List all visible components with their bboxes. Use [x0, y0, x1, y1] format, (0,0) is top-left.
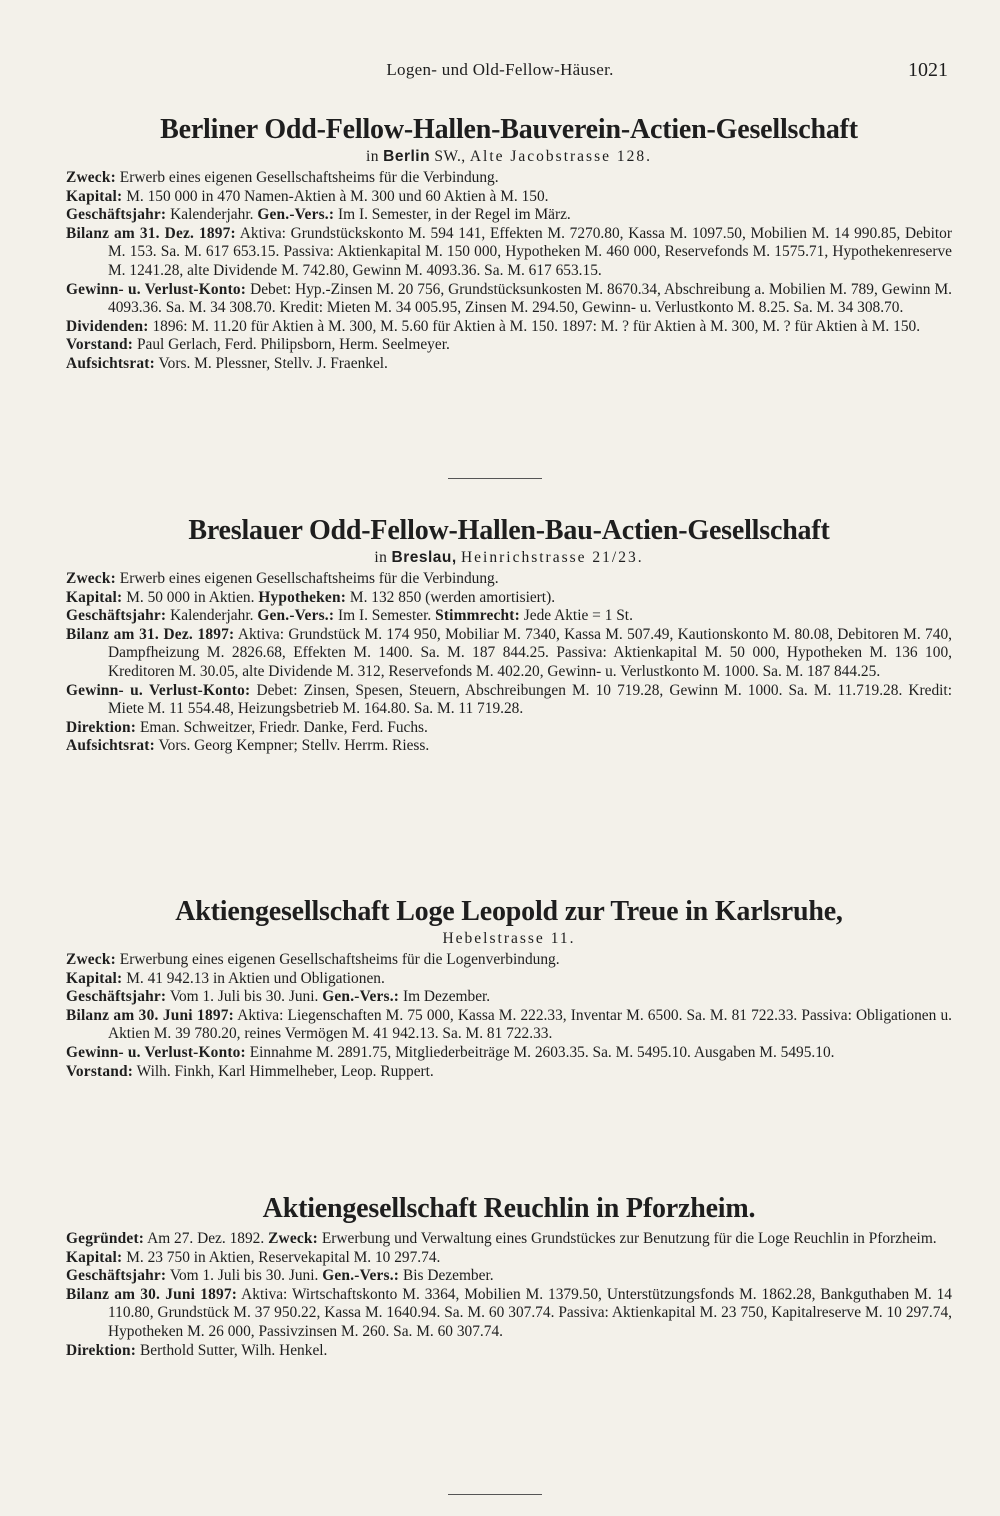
entry-para	[66, 589, 952, 608]
entry-para	[66, 570, 952, 589]
para-label: Dividenden:	[66, 317, 149, 335]
para-label: Bilanz am 30. Juni 1897:	[66, 1006, 234, 1024]
para-text: M. 50 000 in Aktien.	[126, 588, 255, 606]
para-label: Gewinn- u. Verlust-Konto:	[66, 681, 251, 699]
para-text: Einnahme M. 2891.75, Mitgliederbeiträge M. 2603.35. Sa. M. 5495.10. Ausgaben M. 5495.10.	[249, 1043, 835, 1061]
entry-para	[66, 1230, 952, 1249]
entry-para	[66, 719, 952, 738]
para-label: Geschäftsjahr:	[66, 1267, 167, 1285]
entry-title: Aktiengesellschaft Loge Leopold zur Treue in Karlsruhe,	[175, 896, 843, 927]
para-label: Gen.-Vers.:	[322, 1267, 400, 1285]
para-label: Aufsichtsrat:	[66, 737, 155, 755]
para-label: Zweck:	[66, 169, 116, 186]
entry-title: Berliner Odd-Fellow-Hallen-Bauverein-Actien-Gesellschaft	[160, 114, 858, 145]
entry-para	[66, 970, 952, 989]
location-street: Alte Jacobstrasse 128.	[469, 148, 652, 165]
section-divider	[448, 1494, 542, 1495]
para-label: Stimmrecht:	[435, 607, 520, 625]
entry-para	[66, 318, 952, 337]
para-label: Gewinn- u. Verlust-Konto:	[66, 1043, 246, 1061]
entry-para	[66, 607, 952, 626]
para-text: Aktiva: Grundstück M. 174 950, Mobiliar M. 7340, Kassa M. 507.49, Kautionskonto M. 80.08, Debitoren M. 740, Dampfheizung M. 2826.68, Effekten M. 1400. Sa. M. 187 844.25. Passiva: Aktienkapital M. 50 000, Hypotheken M. 136 100, Kreditoren M. 30.05, alte Dividende M. 312, Reservefonds M. 402.20, Gewinn- u. Verlustkonto M. 1000. Sa. M. 187 844.25.	[108, 625, 952, 680]
entry-para	[66, 1249, 952, 1268]
entry-para	[66, 281, 952, 318]
para-text: Vors. Georg Kempner; Stellv. Herrm. Riess.	[158, 737, 430, 755]
location-prefix: in	[374, 549, 388, 566]
entry-para	[66, 682, 952, 719]
para-label: Kapital:	[66, 588, 123, 606]
location-city: Breslau,	[391, 549, 457, 566]
para-label: Gegründet:	[66, 1230, 145, 1247]
para-label: Kapital:	[66, 969, 123, 987]
entry-para	[66, 1007, 952, 1044]
para-text: M. 41 942.13 in Aktien und Obligationen.	[126, 969, 385, 987]
entry-para	[66, 1044, 952, 1063]
location-street: Heinrichstrasse 21/23.	[460, 549, 644, 566]
para-label: Geschäftsjahr:	[66, 206, 167, 224]
para-label: Direktion:	[66, 1341, 137, 1359]
running-head	[0, 60, 1000, 86]
para-text: 1896: M. 11.20 für Aktien à M. 300, M. 5.60 für Aktien à M. 150. 1897: M. ? für Aktien à M. 300, M. ? für Aktien à M. 150.	[152, 317, 921, 335]
para-label: Bilanz am 31. Dez. 1897:	[66, 224, 236, 242]
para-text: Am 27. Dez. 1892.	[147, 1230, 265, 1247]
para-label: Gen.-Vers.:	[322, 988, 400, 1006]
para-label: Geschäftsjahr:	[66, 607, 167, 625]
entry-pforzheim	[66, 1192, 952, 1360]
entry-para	[66, 169, 952, 188]
para-text: Erwerbung und Verwaltung eines Grundstückes zur Benutzung für die Loge Reuchlin in Pforzheim.	[321, 1230, 937, 1247]
para-text: Vom 1. Juli bis 30. Juni.	[169, 988, 319, 1006]
entry-berlin	[66, 113, 952, 374]
para-text: Im I. Semester.	[338, 607, 432, 625]
section-divider	[448, 478, 542, 479]
para-text: Im Dezember.	[402, 988, 491, 1006]
para-text: Erwerb eines eigenen Gesellschaftsheims für die Verbindung.	[119, 570, 499, 587]
para-text: M. 150 000 in 470 Namen-Aktien à M. 300 und 60 Aktien à M. 150.	[126, 187, 549, 205]
para-label: Vorstand:	[66, 336, 134, 354]
para-text: Bis Dezember.	[402, 1267, 494, 1285]
entry-para	[66, 737, 952, 756]
entry-para	[66, 626, 952, 682]
entry-para	[66, 1286, 952, 1342]
para-text: Erwerbung eines eigenen Gesellschaftsheims für die Logenverbindung.	[119, 951, 560, 968]
para-text: M. 23 750 in Aktien, Reservekapital M. 10 297.74.	[126, 1248, 441, 1266]
para-label: Vorstand:	[66, 1062, 134, 1080]
para-text: Wilh. Finkh, Karl Himmelheber, Leop. Ruppert.	[136, 1062, 434, 1080]
para-text: Eman. Schweitzer, Friedr. Danke, Ferd. Fuchs.	[139, 718, 428, 736]
para-text: Kalenderjahr.	[170, 206, 254, 224]
running-head-title: Logen- und Old-Fellow-Häuser.	[386, 60, 614, 79]
para-text: M. 132 850 (werden amortisiert).	[349, 588, 556, 606]
para-label: Aufsichtsrat:	[66, 354, 155, 372]
para-text: Paul Gerlach, Ferd. Philipsborn, Herm. Seelmeyer.	[136, 336, 450, 354]
entry-location	[66, 548, 952, 568]
entry-para	[66, 225, 952, 281]
entry-title: Aktiengesellschaft Reuchlin in Pforzheim.	[262, 1193, 756, 1224]
entry-para	[66, 188, 952, 207]
para-text: Jede Aktie = 1 St.	[523, 607, 633, 625]
location-prefix: in	[365, 148, 379, 165]
entry-para	[66, 336, 952, 355]
entry-location	[66, 929, 952, 949]
entry-para	[66, 951, 952, 970]
page-number: 1021	[908, 59, 948, 81]
para-text: Aktiva: Wirtschaftskonto M. 3364, Mobilien M. 1379.50, Unterstützungsfonds M. 1862.28, Bankguthaben M. 14 110.80, Grundstück M. 37 950.22, Kassa M. 1640.94. Sa. M. 60 307.74. Passiva: Aktienkapital M. 23 750, Kapitalreserve M. 10 297.74, Hypotheken M. 26 000, Passivzinsen M. 260. Sa. M. 60 307.74.	[108, 1285, 952, 1340]
entry-location	[66, 147, 952, 167]
para-label: Zweck:	[66, 951, 116, 968]
para-label: Bilanz am 31. Dez. 1897:	[66, 625, 235, 643]
entry-karlsruhe	[66, 895, 952, 1081]
entry-para	[66, 355, 952, 374]
para-text: Debet: Hyp.-Zinsen M. 20 756, Grundstücksunkosten M. 8670.34, Abschreibung a. Mobilien M. 789, Gewinn M. 4093.36. Sa. M. 34 308.70. Kredit: Mieten M. 34 005.95, Zinsen M. 294.50, Gewinn- u. Verlustkonto M. 8.25. Sa. M. 34 308.70.	[108, 280, 952, 317]
para-label: Bilanz am 30. Juni 1897:	[66, 1285, 238, 1303]
para-text: Aktiva: Grundstückskonto M. 594 141, Effekten M. 7270.80, Kassa M. 1097.50, Mobilien M. 14 990.85, Debitor M. 153. Sa. M. 617 653.15. Passiva: Aktienkapital M. 150 000, Hypotheken M. 460 000, Reservefonds M. 1575.71, Hypothekenreserve M. 1241.28, alte Dividende M. 742.80, Gewinn M. 4093.36. Sa. M. 617 653.15.	[108, 224, 952, 279]
entry-para	[66, 206, 952, 225]
para-text: Vom 1. Juli bis 30. Juni.	[169, 1267, 319, 1285]
para-label: Kapital:	[66, 187, 123, 205]
para-label: Direktion:	[66, 718, 137, 736]
para-label: Geschäftsjahr:	[66, 988, 167, 1006]
entry-para	[66, 1342, 952, 1361]
para-text: Vors. M. Plessner, Stellv. J. Fraenkel.	[158, 354, 388, 372]
para-text: Aktiva: Liegenschaften M. 75 000, Kassa M. 222.33, Inventar M. 6500. Sa. M. 81 722.33. Passiva: Obligationen u. Aktien M. 39 780.20, reines Vermögen M. 41 942.13. Sa. M. 81 722.33.	[108, 1006, 952, 1043]
para-text: Kalenderjahr.	[170, 607, 254, 625]
location-district: SW.,	[434, 148, 466, 165]
para-label: Zweck:	[268, 1230, 319, 1247]
entry-title: Breslauer Odd-Fellow-Hallen-Bau-Actien-Gesellschaft	[188, 515, 830, 546]
para-label: Hypotheken:	[258, 588, 347, 606]
para-label: Gen.-Vers.:	[257, 206, 335, 224]
entry-breslau	[66, 514, 952, 756]
entry-para	[66, 1063, 952, 1082]
para-text: Erwerb eines eigenen Gesellschaftsheims für die Verbindung.	[119, 169, 499, 186]
para-text: Berthold Sutter, Wilh. Henkel.	[139, 1341, 328, 1359]
para-label: Kapital:	[66, 1248, 123, 1266]
para-label: Gewinn- u. Verlust-Konto:	[66, 280, 247, 298]
entry-para	[66, 988, 952, 1007]
para-text: Debet: Zinsen, Spesen, Steuern, Abschreibungen M. 10 719.28, Gewinn M. 1000. Sa. M. 11.719.28. Kredit: Miete M. 11 554.48, Heizungsbetrieb M. 164.80. Sa. M. 11 719.28.	[108, 681, 952, 718]
entry-para	[66, 1267, 952, 1286]
para-label: Gen.-Vers.:	[257, 607, 335, 625]
location-street: Hebelstrasse 11.	[442, 930, 576, 947]
location-city: Berlin	[383, 148, 431, 165]
para-text: Im I. Semester, in der Regel im März.	[338, 206, 571, 224]
para-label: Zweck:	[66, 570, 116, 587]
